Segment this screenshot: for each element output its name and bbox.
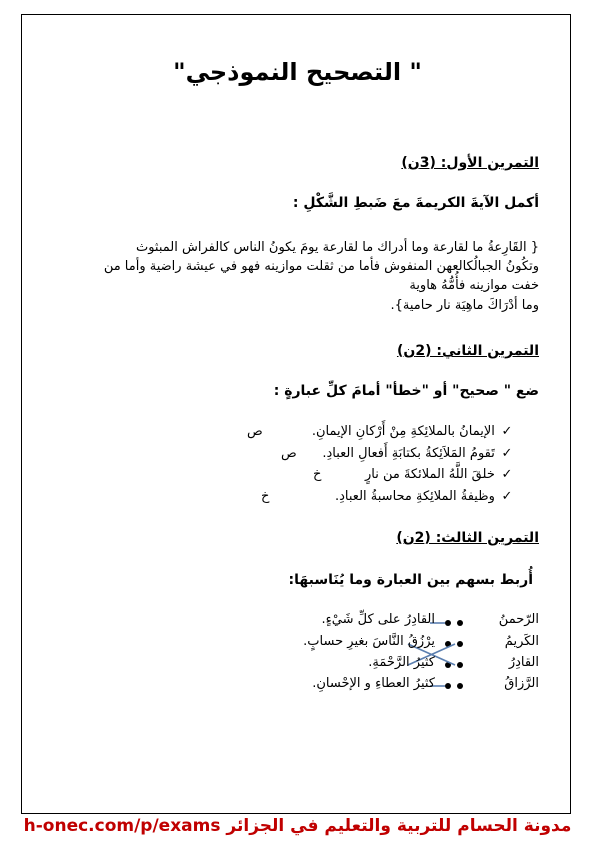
- match-name: الرّحمنُ: [498, 612, 539, 627]
- exercise3-heading: التمرين الثالث: (2ن): [396, 530, 539, 546]
- match-name: الكَريمُ: [504, 634, 539, 649]
- statement-text: الإيمانُ بالملائِكةِ مِنْ أَرْكانِ الإيمانِ.: [311, 424, 495, 439]
- match-phrase: القادِرُ على كلِّ شَيْءٍ.: [321, 612, 435, 627]
- verse-line-4: وما أدْرَاكَ ماهِيَة نار حامية}.: [390, 298, 539, 313]
- statement-answer: ص: [281, 446, 297, 461]
- statement-text: وظيفةُ الملائِكةِ محاسبةُ العبادِ.: [335, 489, 495, 504]
- verse-line-3: خفت موازينه فأُمُّهُ هاوية: [409, 278, 539, 293]
- check-icon: ✓: [501, 467, 513, 482]
- check-icon: ✓: [501, 424, 513, 439]
- match-phrase: يرْزُقُ النَّاسَ بغيرِ حسابٍ.: [303, 634, 435, 649]
- exercise1-instruction: أكمل الآيةَ الكريمةَ معَ ضَبطِ الشَّكْلِ :: [292, 195, 539, 211]
- match-name: القادِرُ: [508, 655, 539, 670]
- statement-answer: خ: [261, 489, 270, 504]
- verse-line-2: وتكُونُ الجبالُكالعهن المنفوش فأما من ثقلت موازينه فهو في عيشة راضية وأما من: [103, 259, 539, 274]
- exercise1-heading: التمرين الأول: (3ن): [401, 155, 539, 171]
- match-phrase: كثيرُ الرَّحْمَةِ.: [368, 655, 435, 670]
- match-phrase: كثيرُ العطاءِ و الإحْسانِ.: [312, 676, 435, 691]
- statement-answer: ص: [247, 424, 263, 439]
- statement-text: تَقومُ المَلاَئِكةُ بكتابَةِ أَفعالِ العبادِ.: [322, 446, 495, 461]
- footer-watermark: مدونة الحسام للتربية والتعليم في الجزائر h-onec.com/p/exams: [23, 816, 572, 836]
- exercise2-instruction: ضع " صحيح" أو "خطأ" أمامَ كلِّ عبارةٍ :: [273, 383, 539, 399]
- check-icon: ✓: [501, 446, 513, 461]
- page-title: " التصحيح النموذجي": [173, 58, 422, 86]
- statement-answer: خ: [313, 467, 322, 482]
- exercise2-heading: التمرين الثاني: (2ن): [396, 343, 539, 359]
- match-name: الرَّزاقُ: [504, 676, 539, 691]
- verse-line-1: { القَارِعةُ ما لقارعة وما أدراك ما لقارعة يومَ يكونُ الناس كالفراش المبثوث: [135, 240, 539, 255]
- check-icon: ✓: [501, 489, 513, 504]
- exercise3-instruction: أُربط بسهم بين العبارة وما يُنَاسبهَا:: [288, 572, 533, 588]
- statement-text: خلقَ اللَّهُ الملائكةَ من نارٍ: [364, 467, 495, 482]
